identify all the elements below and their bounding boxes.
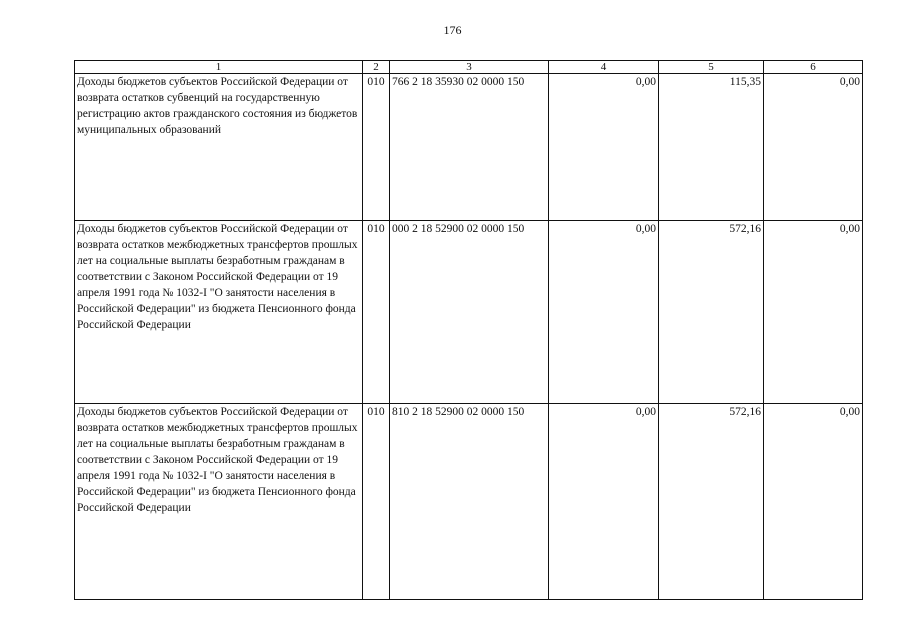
table-row — [75, 221, 863, 404]
amount-col-4: 0,00 — [549, 221, 659, 404]
table-row — [75, 74, 863, 221]
column-header-1: 1 — [75, 61, 363, 74]
amount-col-5: 115,35 — [659, 74, 764, 221]
column-header-6: 6 — [764, 61, 863, 74]
table-header-row — [75, 61, 863, 74]
admin-code: 010 — [363, 74, 390, 221]
admin-code: 010 — [363, 221, 390, 404]
amount-col-4: 0,00 — [549, 74, 659, 221]
page-number: 176 — [443, 23, 462, 37]
admin-code: 010 — [363, 404, 390, 600]
budget-classification-code: 810 2 18 52900 02 0000 150 — [390, 404, 549, 600]
amount-col-6: 0,00 — [764, 74, 863, 221]
budget-revenue-table — [74, 60, 863, 600]
column-header-4: 4 — [549, 61, 659, 74]
column-header-3: 3 — [390, 61, 549, 74]
column-header-2: 2 — [363, 61, 390, 74]
budget-classification-code: 766 2 18 35930 02 0000 150 — [390, 74, 549, 221]
amount-col-6: 0,00 — [764, 221, 863, 404]
budget-classification-code: 000 2 18 52900 02 0000 150 — [390, 221, 549, 404]
amount-col-5: 572,16 — [659, 221, 764, 404]
revenue-description: Доходы бюджетов субъектов Российской Федерации от возврата остатков межбюджетных трансфертов прошлых лет на социальные выплаты безработным гражданам в соответствии с Законом Российской Федерации от 19 апреля 1991 года № 1032-I "О занятости населения в Российской Федерации" из бюджета Пенсионного фонда Российской Федерации — [75, 221, 363, 404]
revenue-description: Доходы бюджетов субъектов Российской Федерации от возврата остатков субвенций на государственную регистрацию актов гражданского состояния из бюджетов муниципальных образований — [75, 74, 363, 221]
amount-col-6: 0,00 — [764, 404, 863, 600]
table-row — [75, 404, 863, 600]
amount-col-5: 572,16 — [659, 404, 764, 600]
revenue-description: Доходы бюджетов субъектов Российской Федерации от возврата остатков межбюджетных трансфертов прошлых лет на социальные выплаты безработным гражданам в соответствии с Законом Российской Федерации от 19 апреля 1991 года № 1032-I "О занятости населения в Российской Федерации" из бюджета Пенсионного фонда Российской Федерации — [75, 404, 363, 600]
amount-col-4: 0,00 — [549, 404, 659, 600]
column-header-5: 5 — [659, 61, 764, 74]
